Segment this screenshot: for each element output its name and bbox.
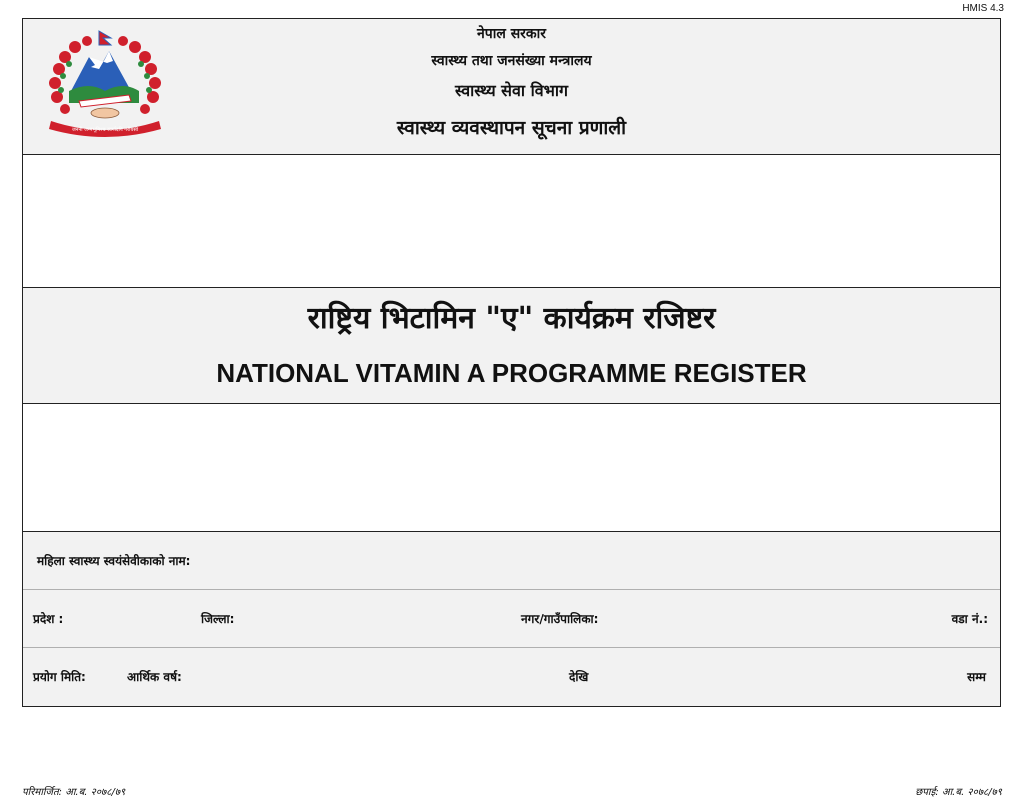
volunteer-name-label: महिला स्वास्थ्य स्वयंसेवीकाको नाम: [37,554,191,568]
municipality-label: नगर/गाउँपालिका: [521,612,599,626]
province-label: प्रदेश : [33,612,64,626]
system-name: स्वास्थ्य व्यवस्थापन सूचना प्रणाली [396,117,627,139]
department-name: स्वास्थ्य सेवा विभाग [454,81,569,100]
ward-label: वडा नं.: [951,612,988,626]
form-code: HMIS 4.3 [962,3,1004,14]
fiscal-year-label: आर्थिक वर्ष: [127,670,182,684]
register-title-section [23,287,1000,403]
revised-note: परिमार्जित: आ.ब. २०७८/७९ [22,787,126,798]
location-row [23,589,1000,647]
blank-section-top [23,154,1000,287]
government-name: नेपाल सरकार [476,26,546,42]
date-from-label: देखि [569,670,589,684]
emblem-motto: जननी जन्मभूमिश्च स्वर्गादपि गरीयसी [71,127,139,133]
district-label: जिल्ला: [201,612,235,626]
register-title-nepali: राष्ट्रिय भिटामिन "ए" कार्यक्रम रजिष्टर [307,301,716,336]
register-title-english: NATIONAL VITAMIN A PROGRAMME REGISTER [216,358,807,388]
printed-note: छपाई: आ.ब. २०७८/७९ [915,787,1002,798]
usage-date-row [23,647,1000,706]
usage-date-label: प्रयोग मिति: [33,670,86,684]
blank-section-bottom [23,403,1000,531]
register-cover-frame [22,18,1001,707]
date-to-label: सम्म [967,670,986,684]
government-header [23,19,1000,154]
ministry-name: स्वास्थ्य तथा जनसंख्या मन्त्रालय [431,53,592,69]
volunteer-name-row [23,531,1000,589]
